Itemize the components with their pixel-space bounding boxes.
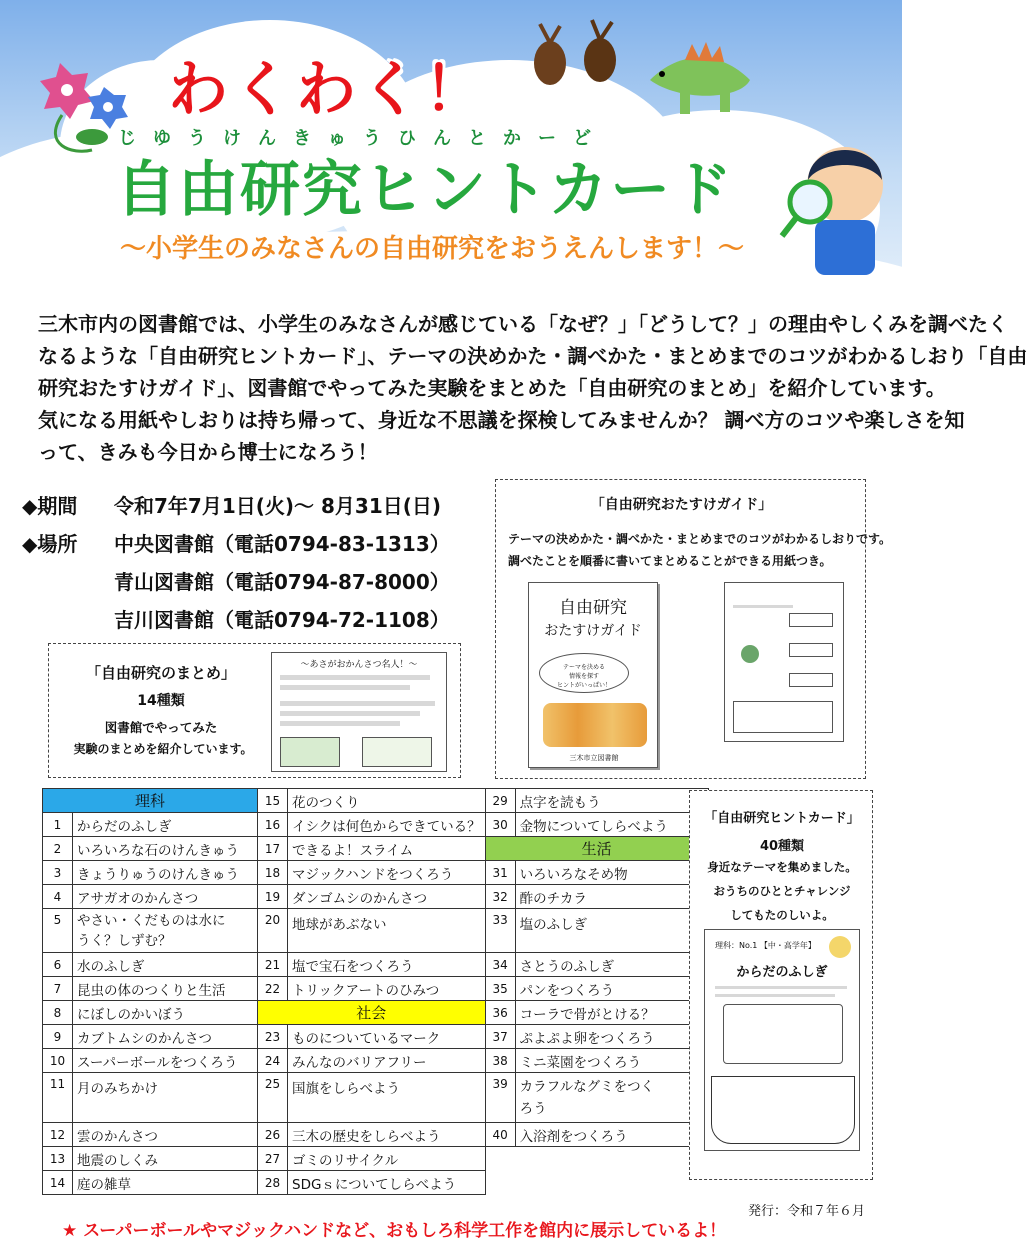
topic-number: 28	[258, 1171, 288, 1195]
topic-number: 29	[485, 789, 515, 813]
topic-cell: ゴミのリサイクル	[288, 1147, 486, 1171]
topic-number: 13	[43, 1147, 73, 1171]
period-value: 令和7年7月1日(火)～ 8月31日(日)	[114, 493, 442, 518]
topic-number: 20	[258, 909, 288, 953]
sample-photo	[280, 737, 340, 767]
guide-worksheet	[724, 582, 844, 742]
sample-photo	[362, 737, 432, 767]
topic-number: 31	[485, 861, 515, 885]
topic-cell: 月のみちかけ	[73, 1073, 258, 1123]
booklet-bubble: テーマを決める 情報を探す ヒントがいっぱい！	[539, 653, 629, 693]
period-label: ◆期間	[22, 493, 78, 518]
topic-text: カラフルなグミをつく	[519, 1078, 655, 1095]
topic-cell: さとうのふしぎ	[515, 953, 708, 977]
subtitle: 〜小学生のみなさんの自由研究をおうえんします！〜	[120, 234, 745, 264]
table-row	[43, 953, 709, 977]
topic-number: 34	[485, 953, 515, 977]
topic-number: 1	[43, 813, 73, 837]
table-row	[43, 837, 709, 861]
footer-note: ★ スーパーボールやマジックハンドなど、おもしろ科学工作を館内に展示しているよ！	[62, 1221, 727, 1241]
topic-cell: いろいろなそめ物	[515, 861, 708, 885]
topic-number: 22	[258, 977, 288, 1001]
booklet-title: おたすけガイド	[544, 623, 642, 639]
hint-desc: 身近なテーマを集めました。	[707, 860, 857, 874]
intro-line: 研究おたすけガイド」、図書館でやってみた実験をまとめた「自由研究のまとめ」を紹介しています。	[38, 376, 946, 400]
title-wakuwaku: わくわく！	[168, 55, 488, 125]
table-row	[43, 1073, 709, 1123]
topic-cell: いろいろな石のけんきゅう	[73, 837, 258, 861]
topic-number: 32	[485, 885, 515, 909]
place-row	[22, 599, 450, 637]
topic-table	[42, 788, 709, 1195]
topic-cell: 水のふしぎ	[73, 953, 258, 977]
matome-count: 14種類	[137, 693, 185, 709]
topic-text: ろう	[519, 1100, 547, 1117]
topic-cell: 庭の雑草	[73, 1171, 258, 1195]
topic-cell	[515, 1073, 708, 1123]
morning-glory-illustration	[22, 55, 132, 155]
topic-number: 8	[43, 1001, 73, 1025]
topic-cell: できるよ！スライム	[288, 837, 486, 861]
topic-cell: マジックハンドをつくろう	[288, 861, 486, 885]
topic-number: 14	[43, 1171, 73, 1195]
matome-sample-sheet	[271, 652, 447, 772]
table-row	[43, 885, 709, 909]
topic-cell: 地震のしくみ	[73, 1147, 258, 1171]
topic-cell: みんなのバリアフリー	[288, 1049, 486, 1073]
topic-cell: 点字を読もう	[515, 789, 708, 813]
table-row	[43, 977, 709, 1001]
category-rika: 理科	[43, 789, 258, 813]
publish-date: 発行：令和７年６月	[748, 1204, 866, 1219]
intro-text	[38, 308, 1027, 468]
worksheet-person-icon	[741, 645, 759, 663]
otasuke-desc: テーマの決めかた・調べかた・まとめまでのコツがわかるしおりです。	[508, 532, 892, 546]
intro-line: 三木市内の図書館では、小学生のみなさんが感じている「なぜ？」「どうして？」の理由やしくみを調べたく	[38, 312, 1008, 336]
topic-number: 26	[258, 1123, 288, 1147]
topic-cell	[73, 909, 258, 953]
topic-cell: コーラで骨がとける？	[515, 1001, 708, 1025]
topic-number: 36	[485, 1001, 515, 1025]
hint-card-sample	[704, 929, 860, 1151]
topic-number: 9	[43, 1025, 73, 1049]
topic-number: 19	[258, 885, 288, 909]
topic-cell: アサガオのかんさつ	[73, 885, 258, 909]
topic-number: 25	[258, 1073, 288, 1123]
topic-cell: 国旗をしらべよう	[288, 1073, 486, 1123]
topic-number: 3	[43, 861, 73, 885]
topic-cell: SDGｓについてしらべよう	[288, 1171, 486, 1195]
matome-title: 「自由研究のまとめ」	[85, 664, 236, 682]
card-question-box	[723, 1004, 843, 1064]
topic-cell: イシクは何色からできている？	[288, 813, 486, 837]
place-yokawa: 吉川図書館（電話0794-72-1108）	[114, 607, 450, 632]
place-label: ◆場所	[22, 531, 78, 556]
table-row	[43, 909, 709, 953]
intro-line: って、きみも今日から博士になろう！	[38, 440, 378, 464]
topic-number: 10	[43, 1049, 73, 1073]
topic-cell: きょうりゅうのけんきゅう	[73, 861, 258, 885]
hint-count: 40種類	[759, 839, 805, 854]
hint-card-box	[689, 790, 873, 1180]
table-row	[43, 1049, 709, 1073]
topic-cell: ぷよぷよ卵をつくろう	[515, 1025, 708, 1049]
guide-booklet	[528, 582, 658, 768]
topic-number: 24	[258, 1049, 288, 1073]
card-header: 理科：No.1 【中・高学年】	[715, 941, 816, 950]
topic-number: 38	[485, 1049, 515, 1073]
topic-number: 11	[43, 1073, 73, 1123]
topic-number: 15	[258, 789, 288, 813]
topic-cell: 入浴剤をつくろう	[515, 1123, 708, 1147]
matome-box	[48, 643, 461, 778]
topic-number: 35	[485, 977, 515, 1001]
place-row	[22, 561, 450, 599]
card-title: からだのふしぎ	[736, 965, 828, 980]
table-row	[43, 1123, 709, 1147]
topic-number: 40	[485, 1123, 515, 1147]
topic-cell: ミニ菜園をつくろう	[515, 1049, 708, 1073]
topic-number: 12	[43, 1123, 73, 1147]
topic-cell: 地球があぶない	[288, 909, 486, 953]
place-aoyama: 青山図書館（電話0794-87-8000）	[114, 569, 450, 594]
topic-cell: ものについているマーク	[288, 1025, 486, 1049]
topic-cell: 金物についてしらべよう	[515, 813, 708, 837]
empty-cell	[485, 1147, 708, 1171]
table-row	[43, 1025, 709, 1049]
table-row	[43, 861, 709, 885]
table-row	[43, 813, 709, 837]
topic-number: 33	[485, 909, 515, 953]
topic-number: 23	[258, 1025, 288, 1049]
period-row	[22, 485, 450, 523]
beetle-illustration	[520, 18, 630, 93]
topic-cell: 花のつくり	[288, 789, 486, 813]
topic-number: 4	[43, 885, 73, 909]
topic-number: 5	[43, 909, 73, 953]
topic-cell: 塩で宝石をつくろう	[288, 953, 486, 977]
matome-desc: 実験のまとめを紹介しています。	[73, 742, 253, 756]
topic-cell: 塩のふしぎ	[515, 909, 708, 953]
topic-cell: カブトムシのかんさつ	[73, 1025, 258, 1049]
title-ruby: じゆうけんきゅうひんとかーど	[118, 128, 608, 149]
topic-number: 16	[258, 813, 288, 837]
table-row	[43, 1147, 709, 1171]
topic-number: 17	[258, 837, 288, 861]
header-banner	[0, 0, 902, 290]
table-row	[43, 789, 709, 813]
intro-line: 気になる用紙やしおりは持ち帰って、身近な不思議を探検してみませんか？ 調べ方のコツや楽しさを知	[38, 408, 965, 432]
boy-magnifier-illustration	[770, 140, 895, 275]
otasuke-desc: 調べたことを順番に書いてまとめることができる用紙つき。	[508, 554, 832, 568]
topic-cell: にぼしのかいぼう	[73, 1001, 258, 1025]
category-shakai: 社会	[258, 1001, 486, 1025]
topic-number: 27	[258, 1147, 288, 1171]
topic-number: 7	[43, 977, 73, 1001]
topic-number: 21	[258, 953, 288, 977]
topic-number: 6	[43, 953, 73, 977]
empty-cell	[485, 1171, 708, 1195]
topic-cell: 昆虫の体のつくりと生活	[73, 977, 258, 1001]
booklet-footer: 三木市立図書館	[569, 754, 619, 762]
topic-cell: トリックアートのひみつ	[288, 977, 486, 1001]
table-row	[43, 1001, 709, 1025]
card-book-illustration	[711, 1076, 855, 1144]
hint-desc: してもたのしいよ。	[730, 908, 834, 922]
topic-number: 37	[485, 1025, 515, 1049]
topic-text: うく？しずむ？	[77, 932, 172, 949]
topic-cell: ダンゴムシのかんさつ	[288, 885, 486, 909]
topic-cell: スーパーボールをつくろう	[73, 1049, 258, 1073]
topic-cell: 酢のチカラ	[515, 885, 708, 909]
topic-cell: 雲のかんさつ	[73, 1123, 258, 1147]
topic-text: やさい・くだものは水に	[77, 912, 226, 929]
topic-cell: からだのふしぎ	[73, 813, 258, 837]
event-info	[22, 485, 450, 637]
matome-desc: 図書館でやってみた	[104, 720, 218, 735]
topic-number: 2	[43, 837, 73, 861]
topic-number: 39	[485, 1073, 515, 1123]
otasuke-title: 「自由研究おたすけガイド」	[590, 497, 773, 513]
hint-title: 「自由研究ヒントカード」	[704, 811, 860, 826]
intro-line: なるような「自由研究ヒントカード」、テーマの決めかた・調べかた・まとめまでのコツがわかるしおり「自由	[38, 344, 1027, 368]
booklet-title: 自由研究	[559, 598, 627, 618]
hint-desc: おうちのひととチャレンジ	[713, 884, 851, 898]
otasuke-box	[495, 479, 892, 779]
place-row	[22, 523, 450, 561]
table-row	[43, 1171, 709, 1195]
card-mascot-icon	[829, 936, 851, 958]
page-title: 自由研究ヒントカード	[116, 155, 735, 225]
booklet-characters	[543, 703, 647, 747]
dinosaur-illustration	[640, 40, 765, 120]
topic-cell: パンをつくろう	[515, 977, 708, 1001]
category-seikatsu: 生活	[485, 837, 708, 861]
topic-number: 30	[485, 813, 515, 837]
topic-number: 18	[258, 861, 288, 885]
topic-cell: 三木の歴史をしらべよう	[288, 1123, 486, 1147]
sample-sheet-title: ～あさがおかんさつ名人！～	[300, 660, 418, 670]
place-central: 中央図書館（電話0794-83-1313）	[114, 531, 450, 556]
